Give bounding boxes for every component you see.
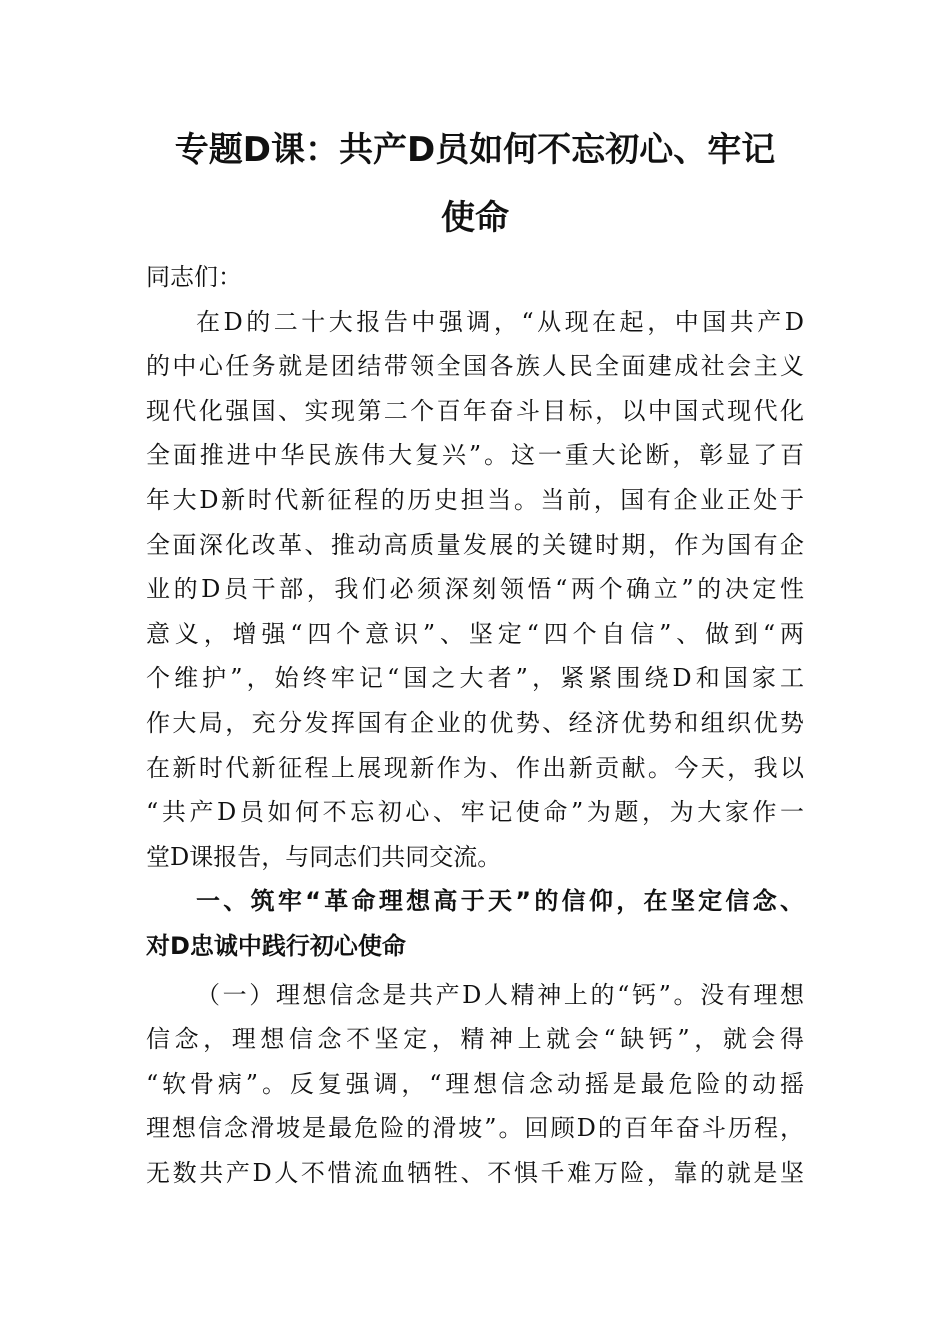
text-line: 在D的二十大报告中强调，“从现在起，中国共产D <box>196 307 804 336</box>
text-line: 信念，理想信念不坚定，精神上就会“缺钙”，就会得 <box>146 1025 804 1054</box>
document-body <box>146 255 804 1195</box>
section-heading-1 <box>146 879 804 968</box>
text-line: 意义，增强“四个意识”、坚定“四个自信”、做到“两 <box>146 619 804 648</box>
text-line: 全面深化改革、推动高质量发展的关键时期，作为国有企 <box>146 530 804 559</box>
text-line: 的中心任务就是团结带领全国各族人民全面建成社会主义 <box>146 352 804 381</box>
text-line: 现代化强国、实现第二个百年奋斗目标，以中国式现代化 <box>146 396 804 425</box>
text-line: 作大局，充分发挥国有企业的优势、经济优势和组织优势 <box>146 708 804 737</box>
text-line: 业的D员干部，我们必须深刻领悟“两个确立”的决定性 <box>146 575 804 604</box>
text-line: 堂D课报告，与同志们共同交流。 <box>146 842 502 871</box>
heading-line: 对D忠诚中践行初心使命 <box>146 931 406 960</box>
salutation: 同志们： <box>146 263 242 291</box>
text-line: 个维护”，始终牢记“国之大者”，紧紧围绕D和国家工 <box>146 664 804 693</box>
title-line-1: 专题D课：共产D员如何不忘初心、牢记 <box>174 130 776 170</box>
text-line: “共产D员如何不忘初心、牢记使命”为题，为大家作一 <box>146 798 804 827</box>
text-line: 年大D新时代新征程的历史担当。当前，国有企业正处于 <box>146 485 804 514</box>
text-line: 理想信念滑坡是最危险的滑坡”。回顾D的百年奋斗历程， <box>146 1114 804 1143</box>
text-line: 在新时代新征程上展现新作为、作出新贡献。今天，我以 <box>146 753 804 782</box>
paragraph-section-1-1 <box>146 973 804 1196</box>
heading-line: 一、筑牢“革命理想高于天”的信仰，在坚定信念、 <box>196 887 804 916</box>
text-line: （一）理想信念是共产D人精神上的“钙”。没有理想 <box>196 980 804 1009</box>
text-line: 全面推进中华民族伟大复兴”。这一重大论断，彰显了百 <box>146 441 804 470</box>
document-title <box>140 116 810 252</box>
text-line: 无数共产D人不惜流血牺牲、不惧千难万险，靠的就是坚 <box>146 1158 804 1187</box>
title-line-2: 使命 <box>441 198 509 238</box>
text-line: “软骨病”。反复强调，“理想信念动摇是最危险的动摇 <box>146 1069 804 1098</box>
paragraph-intro <box>146 300 804 880</box>
